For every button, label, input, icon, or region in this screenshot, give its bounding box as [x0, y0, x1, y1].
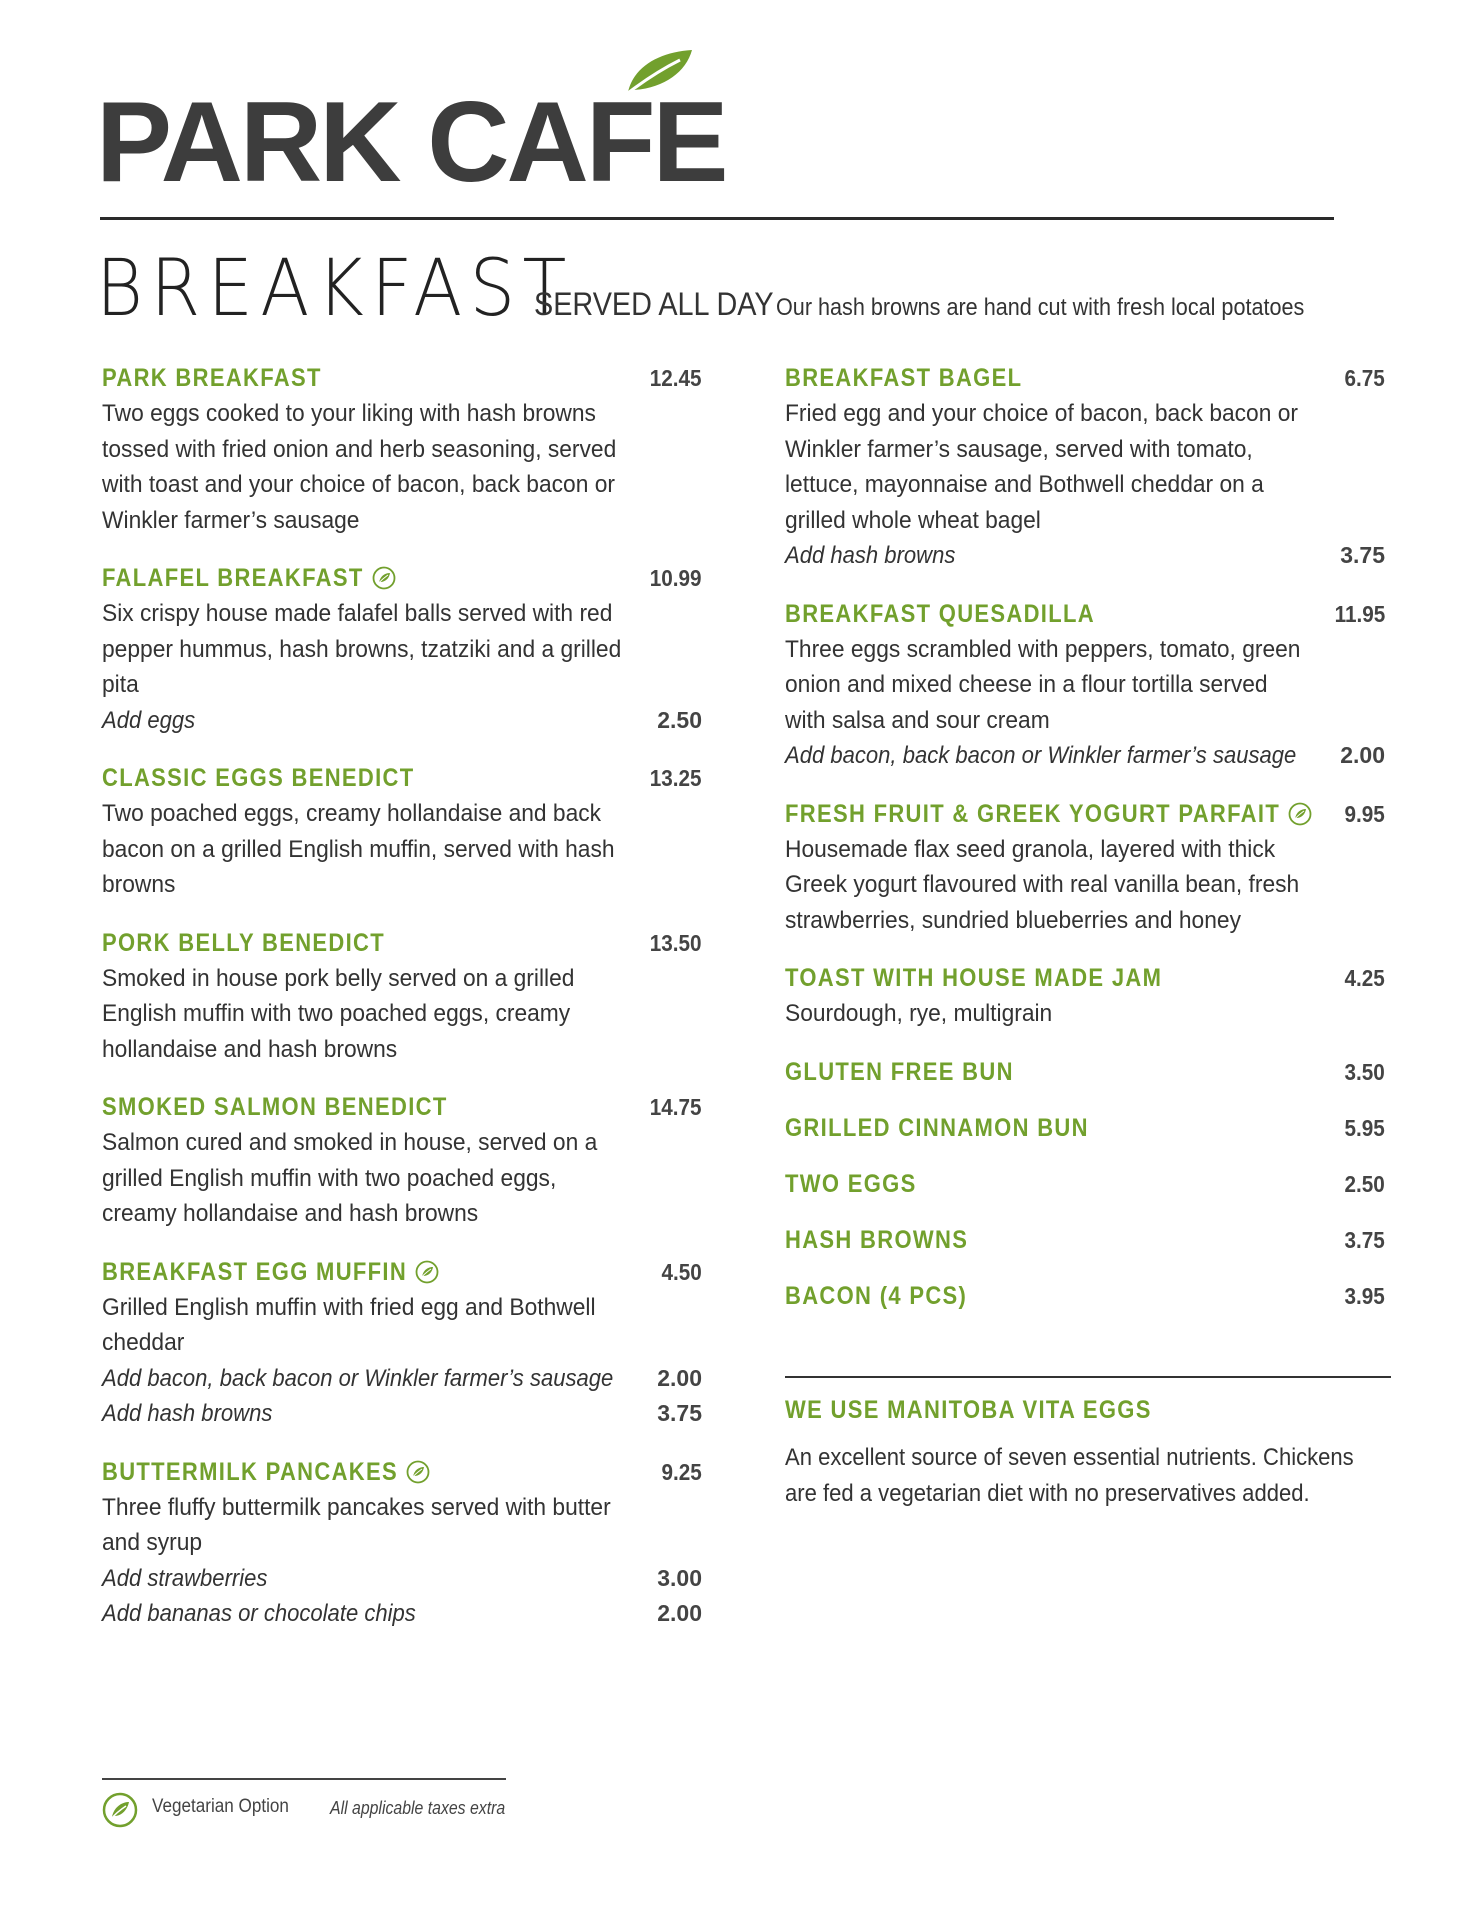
- eggs-note-title: WE USE MANITOBA VITA EGGS: [785, 1396, 1152, 1424]
- leaf-circle-icon: [406, 1460, 430, 1484]
- menu-item-price: 4.25: [1344, 965, 1385, 991]
- menu-item-name: FALAFEL BREAKFAST: [102, 564, 364, 592]
- menu-item-description: Six crispy house made falafel balls served with red pepper hummus, hash browns, tzatziki and a grilled pita: [102, 600, 622, 698]
- addon-label: Add hash browns: [785, 542, 956, 569]
- menu-item-price: 5.95: [1344, 1114, 1385, 1141]
- menu-item: [102, 360, 702, 538]
- eggs-note-text: An excellent source of seven essential nutrients. Chickens are fed a vegetarian diet with no preservatives added.: [785, 1444, 1354, 1507]
- leaf-circle-icon: [102, 1792, 138, 1828]
- addon-price: 2.00: [1340, 742, 1385, 768]
- menu-item-name: BREAKFAST QUESADILLA: [785, 599, 1095, 628]
- menu-item-name: FRESH FRUIT & GREEK YOGURT PARFAIT: [785, 799, 1281, 828]
- menu-item: [102, 925, 702, 1068]
- menu-item-name: BREAKFAST EGG MUFFIN: [102, 1257, 408, 1286]
- menu-item-description: Two poached eggs, creamy hollandaise and back bacon on a grilled English muffin, served with hash browns: [102, 800, 615, 898]
- menu-item-name: GRILLED CINNAMON BUN: [785, 1113, 1089, 1142]
- leaf-icon: [620, 46, 696, 98]
- menu-item-simple: [785, 1054, 1385, 1110]
- menu-item-addon: [785, 538, 1385, 574]
- menu-item-addon: [102, 1596, 702, 1632]
- menu-item-simple: [785, 1166, 1385, 1222]
- eggs-divider: [785, 1376, 1391, 1378]
- menu-item-simple: [785, 1222, 1385, 1278]
- menu-item: [785, 960, 1385, 1032]
- addon-price: 2.00: [657, 1600, 702, 1626]
- menu-item-price: 2.50: [1344, 1170, 1385, 1197]
- menu-item-price: 10.99: [650, 565, 702, 591]
- addon-label: Add hash browns: [102, 1400, 273, 1427]
- footer-veg-label: Vegetarian Option: [152, 1796, 289, 1817]
- menu-item-simple: [785, 1110, 1385, 1166]
- menu-item-addon: [102, 1396, 702, 1432]
- menu-item-addon: [102, 1361, 702, 1397]
- menu-item-name: BUTTERMILK PANCAKES: [102, 1457, 399, 1486]
- addon-label: Add bacon, back bacon or Winkler farmer’s sausage: [785, 742, 1297, 769]
- menu-item-name: HASH BROWNS: [785, 1225, 969, 1254]
- menu-item-price: 4.50: [661, 1258, 702, 1285]
- menu-item-addon: [102, 1561, 702, 1597]
- menu-item-price: 12.45: [650, 365, 702, 391]
- menu-item: [785, 360, 1385, 574]
- menu-item-name: BACON (4 PCS): [785, 1281, 968, 1310]
- menu-item-price: 9.25: [661, 1458, 702, 1485]
- menu-item-description: Sourdough, rye, multigrain: [785, 1000, 1053, 1027]
- menu-item-description: Three fluffy buttermilk pancakes served with butter and syrup: [102, 1493, 611, 1556]
- brand-logo: PARK CAFE: [96, 79, 726, 206]
- menu-item-price: 3.50: [1344, 1058, 1385, 1085]
- section-note: Our hash browns are hand cut with fresh local potatoes: [776, 294, 1305, 321]
- menu-item: [102, 1089, 702, 1232]
- menu-item-description: Smoked in house pork belly served on a grilled English muffin with two poached eggs, creamy hollandaise and hash browns: [102, 964, 575, 1063]
- menu-column-right: [785, 360, 1385, 1334]
- menu-item-description: Grilled English muffin with fried egg and Bothwell cheddar: [102, 1293, 596, 1356]
- addon-price: 2.00: [657, 1364, 702, 1391]
- addon-label: Add bacon, back bacon or Winkler farmer’s sausage: [102, 1364, 614, 1392]
- menu-item-name: SMOKED SALMON BENEDICT: [102, 1093, 448, 1121]
- leaf-circle-icon: [372, 566, 396, 590]
- header-divider: [100, 217, 1334, 220]
- menu-item-description: Housemade flax seed granola, layered with thick Greek yogurt flavoured with real vanilla bean, fresh strawberries, sundried blueberries and honey: [785, 835, 1300, 934]
- addon-label: Add strawberries: [102, 1564, 268, 1592]
- menu-heading: [96, 244, 1305, 334]
- menu-item-description: Fried egg and your choice of bacon, back bacon or Winkler farmer’s sausage, served with tomato, lettuce, mayonnaise and Bothwell cheddar on a grilled whole wheat bagel: [785, 400, 1298, 534]
- menu-item-description: Three eggs scrambled with peppers, tomato, green onion and mixed cheese in a flour tortilla served with salsa and sour cream: [785, 635, 1301, 734]
- menu-item-addon: [102, 703, 702, 739]
- addon-label: Add bananas or chocolate chips: [102, 1600, 416, 1627]
- menu-item: [102, 760, 702, 903]
- menu-item: [785, 596, 1385, 774]
- menu-item-description: Two eggs cooked to your liking with hash browns tossed with fried onion and herb seasoning, served with toast and your choice of bacon, back bacon or Winkler farmer’s sausage: [102, 400, 617, 534]
- section-subtitle: SERVED ALL DAY: [534, 286, 774, 322]
- menu-item: [102, 1454, 702, 1632]
- menu-item: [102, 560, 702, 738]
- menu-item-price: 13.25: [650, 765, 702, 791]
- menu-column-left: [102, 360, 702, 1654]
- footer-tax-note: All applicable taxes extra: [330, 1798, 506, 1818]
- addon-price: 3.75: [657, 1400, 702, 1426]
- menu-item-price: 14.75: [650, 1094, 702, 1120]
- section-title: BREAKFAST: [96, 244, 574, 334]
- addon-price: 3.00: [657, 1564, 702, 1591]
- menu-item-name: CLASSIC EGGS BENEDICT: [102, 764, 415, 792]
- leaf-circle-icon: [415, 1260, 439, 1284]
- menu-item-price: 9.95: [1344, 800, 1385, 827]
- menu-item-addon: [785, 738, 1385, 774]
- menu-item-description: Salmon cured and smoked in house, served on a grilled English muffin with two poached eggs, creamy hollandaise and hash browns: [102, 1129, 598, 1227]
- addon-label: Add eggs: [102, 706, 196, 734]
- menu-item: [102, 1254, 702, 1432]
- menu-item-name: GLUTEN FREE BUN: [785, 1057, 1014, 1086]
- addon-price: 3.75: [1340, 542, 1385, 568]
- menu-item-price: 3.95: [1344, 1282, 1385, 1309]
- menu-item-price: 11.95: [1334, 600, 1385, 627]
- menu-item-name: PORK BELLY BENEDICT: [102, 928, 386, 957]
- menu-item-name: TOAST WITH HOUSE MADE JAM: [785, 964, 1163, 992]
- menu-item-price: 6.75: [1344, 365, 1385, 391]
- menu-item-name: PARK BREAKFAST: [102, 364, 322, 392]
- menu-item-price: 3.75: [1344, 1226, 1385, 1253]
- addon-price: 2.50: [657, 706, 702, 733]
- footer-divider: [102, 1778, 506, 1780]
- menu-item: [785, 796, 1385, 939]
- menu-item-price: 13.50: [650, 929, 702, 956]
- menu-item-simple: [785, 1278, 1385, 1334]
- menu-item-name: BREAKFAST BAGEL: [785, 364, 1023, 392]
- menu-item-name: TWO EGGS: [785, 1169, 917, 1198]
- leaf-circle-icon: [1288, 802, 1312, 826]
